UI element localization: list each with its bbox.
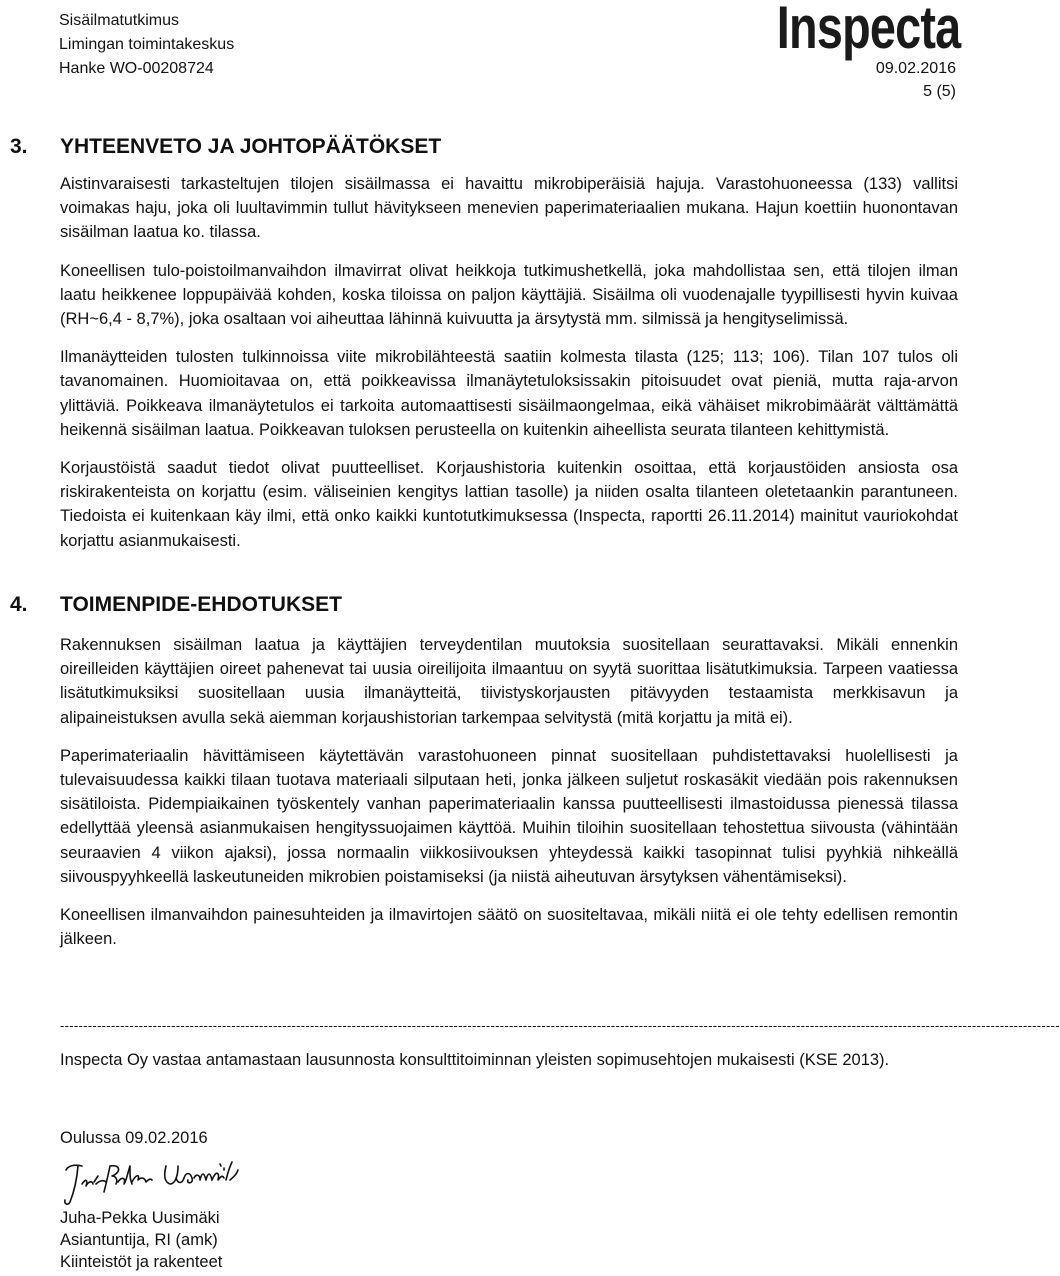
signer-title: Asiantuntija, RI (amk) [60,1231,218,1249]
paragraph: Korjaustöistä saadut tiedot olivat puutteelliset. Korjaushistoria kuitenkin osoittaa, että korjaustöiden ansiosta osa riskirakenteista on korjattu (esim. väliseinien kengitys lattian tasolle) ja niiden osalta tilanteen oletetaankin parantuneen. Tiedoista ei kuitenkaan käy ilmi, että onko kaikki kuntotutkimuksessa (Inspecta, raportti 26.11.2014) mainitut vauriokohdat korjattu asianmukaisesti. [60,459,958,550]
signer-unit: Kiinteistöt ja rakenteet [60,1253,223,1271]
disclaimer: Inspecta Oy vastaa antamastaan lausunnosta konsulttitoiminnan yleisten sopimusehtojen mukaisesti (KSE 2013). [60,1051,890,1069]
paragraph: Koneellisen ilmanvaihdon painesuhteiden ja ilmavirtojen säätö on suositeltavaa, mikäli niitä ei ole tehty edellisen remontin jälkeen. [60,906,958,949]
section-title: YHTEENVETO JA JOHTOPÄÄTÖKSET [60,135,442,158]
separator-line: ------------------------------------------------------------------------------------------------------------------------------------------------------------------------------------------------------------------------ [60,1018,1060,1033]
paragraph: Aistinvaraisesti tarkasteltujen tilojen sisäilmassa ei havaittu mikrobiperäisiä hajuja. Varastohuoneessa (133) vallitsi voimakas haju, joka oli luultavimmin tullut hävitykseen menevien paperimateriaalien mukana. Hajun koettiin huonontavan sisäilman laatua ko. tilassa. [60,175,958,242]
section-number: 4. [10,593,28,616]
signer-name: Juha-Pekka Uusimäki [60,1209,220,1227]
project-number: Hanke WO-00208724 [59,60,214,77]
report-date: 09.02.2016 [875,60,956,77]
section-4-body [60,633,958,965]
section-title: TOIMENPIDE-EHDOTUKSET [60,593,342,616]
report-type: Sisäilmatutkimus [59,12,180,29]
place-date: Oulussa 09.02.2016 [60,1129,208,1147]
paragraph: Rakennuksen sisäilman laatua ja käyttäjien terveydentilan muutoksia suositellaan seurattavaksi. Mikäli ennenkin oireilleiden käyttäjien oireet pahenevat tai uusia oireilijoita ilmaantuu on syytä suorittaa lisätutkimuksia. Tarpeen vaatiessa lisätutkimuksiksi suositellaan uusia ilmanäytteitä, tiivistyskorjausten pitävyyden testaamista merkkisavun ja alipaineistuksen avulla sekä aiemman korjaushistorian tarkempaa selvitystä (mitä korjattu ja mitä ei). [60,636,958,727]
section-3-body [60,172,958,567]
signer-block [60,1207,222,1273]
handwritten-signature [60,1158,260,1208]
site-name: Limingan toimintakeskus [59,36,235,53]
section-number: 3. [10,135,28,158]
header-info [59,9,234,81]
paragraph: Ilmanäytteiden tulosten tulkinnoissa viite mikrobilähteestä saatiin kolmesta tilasta (125; 113; 106). Tilan 107 tulos oli tavanomainen. Huomioitavaa on, että poikkeavissa ilmanäytetuloksissakin pitoisuudet ovat pieniä, mutta raja-arvon ylittäviä. Poikkeava ilmanäytetulos ei tarkoita automaattisesti sisäilmaongelmaa, eikä vähäiset mikrobimäärät välttämättä heikennä sisäilman laatua. Poikkeavan tuloksen perusteella on kuitenkin aiheellista seurata tilanteen kehittymistä. [60,348,958,439]
paragraph: Koneellisen tulo-poistoilmanvaihdon ilmavirrat olivat heikkoja tutkimushetkellä, joka mahdollistaa sen, että tilojen ilman laatu heikkenee loppupäivää kohden, koska tiloissa on paljon käyttäjiä. Sisäilma oli vuodenajalle tyypillisesti hyvin kuivaa (RH~6,4 - 8,7%), joka osaltaan voi aiheuttaa lähinnä kuivuutta ja ärsytystä mm. silmissä ja hengityselimissä. [60,261,958,329]
inspecta-logo: Inspecta [776,0,960,61]
page-number: 5 (5) [923,83,956,100]
paragraph: Paperimateriaalin hävittämiseen käytettävän varastohuoneen pinnat suositellaan puhdistettavaksi huolellisesti ja tulevaisuudessa kaikki tilaan tuotava materiaali silputaan heti, jonka jälkeen suljetut roskasäkit viedään pois rakennuksen sisätiloista. Pidempiaikainen työskentely vanhan paperimateriaalin kanssa puutteellisesti ilmastoidussa pienessä tilassa edellyttää yleensä asianmukaisen hengityssuojaimen käyttöä. Muihin tiloihin suositellaan tehostettua siivousta (vähintään seuraavien 4 viikon ajaksi), jossa normaalin viikkosiivouksen yhteydessä kaikki tasopinnat tulisi pyyhkiä nihkeällä siivouspyyhkeellä laskeutuneiden mikrobien poistamiseksi (ja niistä aiheutuvan ärsytyksen vähentämiseksi). [60,746,958,886]
